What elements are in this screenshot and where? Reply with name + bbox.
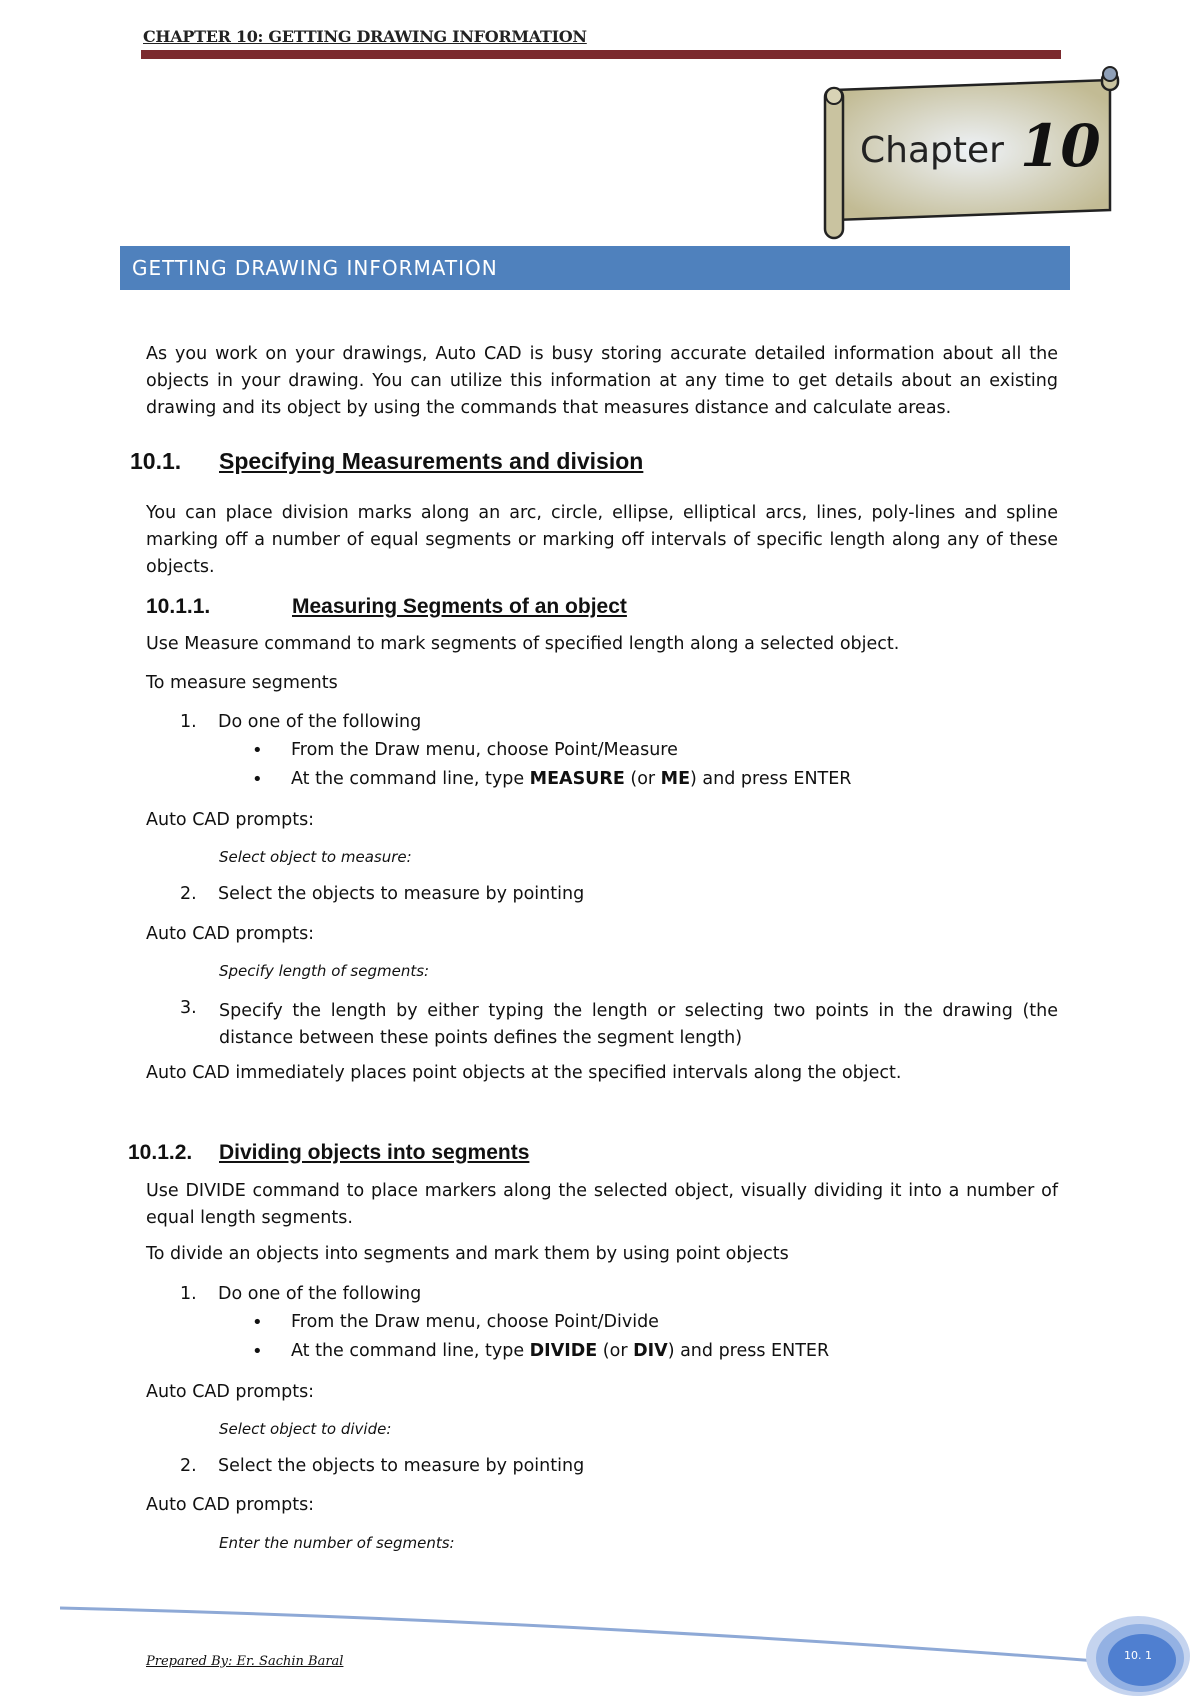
list-text: Do one of the following <box>218 1284 422 1304</box>
chapter-title-banner <box>120 246 1070 290</box>
bullet-text: At the command line, type MEASURE (or ME) and press ENTER <box>291 769 852 789</box>
measure-closing: Auto CAD immediately places point objects at the specified intervals along the object. <box>146 1063 902 1083</box>
section-number: 10.1. <box>130 448 182 474</box>
chapter-word: Chapter <box>860 130 1004 171</box>
prompt-text: Select object to divide: <box>219 1420 392 1438</box>
divide-subhead: To divide an objects into segments and mark them by using point objects <box>146 1244 789 1264</box>
bullet-item <box>0 740 1200 766</box>
prompt-text: Enter the number of segments: <box>219 1534 455 1552</box>
bullet-text: From the Draw menu, choose Point/Divide <box>291 1312 659 1332</box>
prepared-by: Prepared By: Er. Sachin Baral <box>146 1654 344 1669</box>
list-item <box>180 884 585 904</box>
list-number: 1. <box>180 1284 197 1304</box>
section-title: Specifying Measurements and division <box>219 448 644 474</box>
list-number: 1. <box>180 712 197 732</box>
chapter-number: 10 <box>1020 112 1101 180</box>
bullet-text: At the command line, type DIVIDE (or DIV) and press ENTER <box>291 1341 830 1361</box>
prompt-text: Select object to measure: <box>219 848 412 866</box>
section-10-1-heading <box>130 448 644 475</box>
prompt-text: Specify length of segments: <box>219 962 430 980</box>
list-item <box>180 1284 422 1304</box>
measure-intro: Use Measure command to mark segments of specified length along a selected object. <box>146 634 900 654</box>
divide-intro: Use DIVIDE command to place markers along the selected object, visually dividing it into a number of equal length segments. <box>146 1181 1058 1228</box>
prompts-label: Auto CAD prompts: <box>146 1495 315 1515</box>
measure-subhead: To measure segments <box>146 673 338 693</box>
bullet-icon: • <box>252 740 263 761</box>
list-number: 2. <box>180 884 197 904</box>
bullet-icon: • <box>252 1312 263 1333</box>
bullet-icon: • <box>252 1341 263 1362</box>
bullet-item <box>0 769 1200 795</box>
bullet-item <box>0 1312 1200 1338</box>
section-10-1-2-heading <box>128 1141 530 1165</box>
header-rule <box>141 50 1061 59</box>
list-item <box>180 1456 585 1476</box>
prompts-label: Auto CAD prompts: <box>146 1382 315 1402</box>
list-text: Specify the length by either typing the length or selecting two points in the drawing (the distance between these points defines the segment length) <box>219 1001 1058 1048</box>
section-10-1-body: You can place division marks along an arc, circle, ellipse, elliptical arcs, lines, poly-lines and spline marking off a number of equal segments or marking off intervals of specific length along any of these objects. <box>146 503 1058 577</box>
bullet-text: From the Draw menu, choose Point/Measure <box>291 740 678 760</box>
prompts-label: Auto CAD prompts: <box>146 924 315 944</box>
list-number: 3. <box>180 998 197 1018</box>
list-text: Select the objects to measure by pointing <box>218 1456 585 1476</box>
prompts-label: Auto CAD prompts: <box>146 810 315 830</box>
list-text: Select the objects to measure by pointing <box>218 884 585 904</box>
list-number: 2. <box>180 1456 197 1476</box>
list-text: Do one of the following <box>218 712 422 732</box>
bullet-icon: • <box>252 769 263 790</box>
section-10-1-1-heading <box>146 595 627 619</box>
list-item <box>180 712 422 732</box>
running-header: CHAPTER 10: GETTING DRAWING INFORMATION <box>143 27 587 46</box>
list-item <box>180 998 197 1018</box>
page-number: 10. 1 <box>1124 1649 1152 1662</box>
section-number: 10.1.1. <box>146 595 211 618</box>
bullet-item <box>0 1341 1200 1367</box>
section-number: 10.1.2. <box>128 1141 193 1164</box>
banner-title: GETTING DRAWING INFORMATION <box>132 256 498 280</box>
section-title: Dividing objects into segments <box>219 1141 530 1164</box>
intro-paragraph: As you work on your drawings, Auto CAD is busy storing accurate detailed information about all the objects in your drawing. You can utilize this information at any time to get details about an existing drawing and its object by using the commands that measures distance and calculate areas. <box>146 344 1058 418</box>
section-title: Measuring Segments of an object <box>292 595 627 618</box>
